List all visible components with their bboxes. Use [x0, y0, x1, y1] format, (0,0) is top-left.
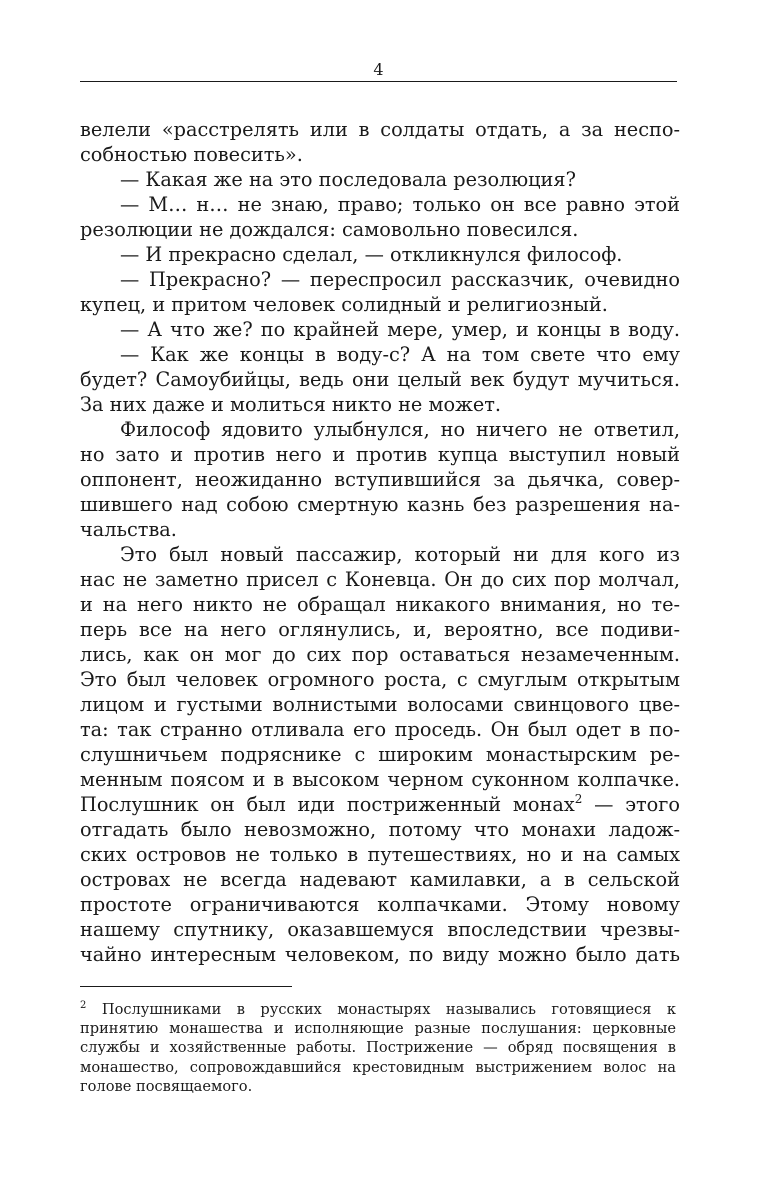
footnote	[80, 1000, 676, 1096]
text-line: — А что же? по крайней мере, умер, и концы в воду.	[120, 318, 680, 341]
text-line-with-footnote	[80, 792, 680, 817]
text-line: и на него никто не обращал никакого внимания, но те-	[80, 593, 680, 616]
footnote-text: Послушниками в русских монастырях назывались готовящиеся к	[101, 1001, 677, 1018]
text-line: — И прекрасно сделал, — откликнулся философ.	[120, 243, 623, 266]
footnote-line: монашество, сопровождавшийся крестовидным выстрижением волос на	[80, 1058, 676, 1076]
text-line: лицом и густыми волнистыми волосами свинцового цве-	[80, 693, 680, 716]
footnote-line: принятию монашества и исполняющие разные послушания: церковные	[80, 1020, 676, 1038]
text-line: — Как же концы в воду-с? А на том свете что ему	[120, 343, 680, 366]
footnote-rule	[80, 986, 292, 987]
header-rule	[80, 81, 677, 82]
footnote-line	[80, 1000, 676, 1019]
text-line: простоте ограничиваются колпачками. Этому новому	[80, 893, 680, 916]
text-line: слушничьем подряснике с широким монастырским ре-	[80, 743, 680, 766]
text-line: лись, как он мог до сих пор оставаться незамеченным.	[80, 643, 680, 666]
text-line: островах не всегда надевают камилавки, а в сельской	[80, 868, 680, 891]
text-line: чайно интересным человеком, по виду можно было дать	[80, 943, 680, 966]
text-line: ских островов не только в путешествиях, но и на самых	[80, 843, 680, 866]
text-line: чальства.	[80, 518, 177, 541]
text-line: но зато и против него и против купца выступил новый	[80, 443, 680, 466]
text-line: — М… н… не знаю, право; только он все равно этой	[120, 193, 680, 216]
text-fragment: Послушник он был иди постриженный монах	[80, 793, 575, 816]
text-line: — Прекрасно? — переспросил рассказчик, очевидно	[120, 268, 680, 291]
text-line: Это был новый пассажир, который ни для кого из	[120, 543, 680, 566]
footnote-marker: 2	[80, 1000, 87, 1011]
text-line: велели «расстрелять или в солдаты отдать, а за неспо-	[80, 118, 680, 141]
text-line: нашему спутнику, оказавшемуся впоследствии чрезвы-	[80, 918, 680, 941]
text-fragment: — этого	[582, 793, 680, 816]
text-line: будет? Самоубийцы, ведь они целый век будут мучиться.	[80, 368, 680, 391]
text-line: купец, и притом человек солидный и религиозный.	[80, 293, 608, 316]
footnote-reference[interactable]: 2	[574, 792, 583, 806]
footnote-line: голове посвящаемого.	[80, 1077, 253, 1095]
text-line: Это был человек огромного роста, с смуглым открытым	[80, 668, 680, 691]
text-line: нас не заметно присел с Коневца. Он до сих пор молчал,	[80, 568, 680, 591]
text-line: та: так странно отливала его проседь. Он был одет в по-	[80, 718, 680, 741]
text-line: За них даже и молиться никто не может.	[80, 393, 502, 416]
page-number: 4	[373, 60, 384, 79]
text-line: — Какая же на это последовала резолюция?	[120, 168, 576, 191]
text-line: перь все на него оглянулись, и, вероятно, все подиви-	[80, 618, 680, 641]
text-line: шившего над собою смертную казнь без разрешения на-	[80, 493, 680, 516]
text-line: оппонент, неожиданно вступившийся за дьячка, совер-	[80, 468, 680, 491]
text-line: резолюции не дождался: самовольно повесился.	[80, 218, 579, 241]
text-line: Философ ядовито улыбнулся, но ничего не ответил,	[120, 418, 680, 441]
text-line: менным поясом и в высоком черном суконном колпачке.	[80, 768, 680, 791]
text-line: собностью повесить».	[80, 143, 303, 166]
footnote-line: службы и хозяйственные работы. Пострижение — обряд посвящения в	[80, 1039, 676, 1057]
main-text	[80, 117, 680, 967]
text-line: отгадать было невозможно, потому что монахи ладож-	[80, 818, 680, 841]
